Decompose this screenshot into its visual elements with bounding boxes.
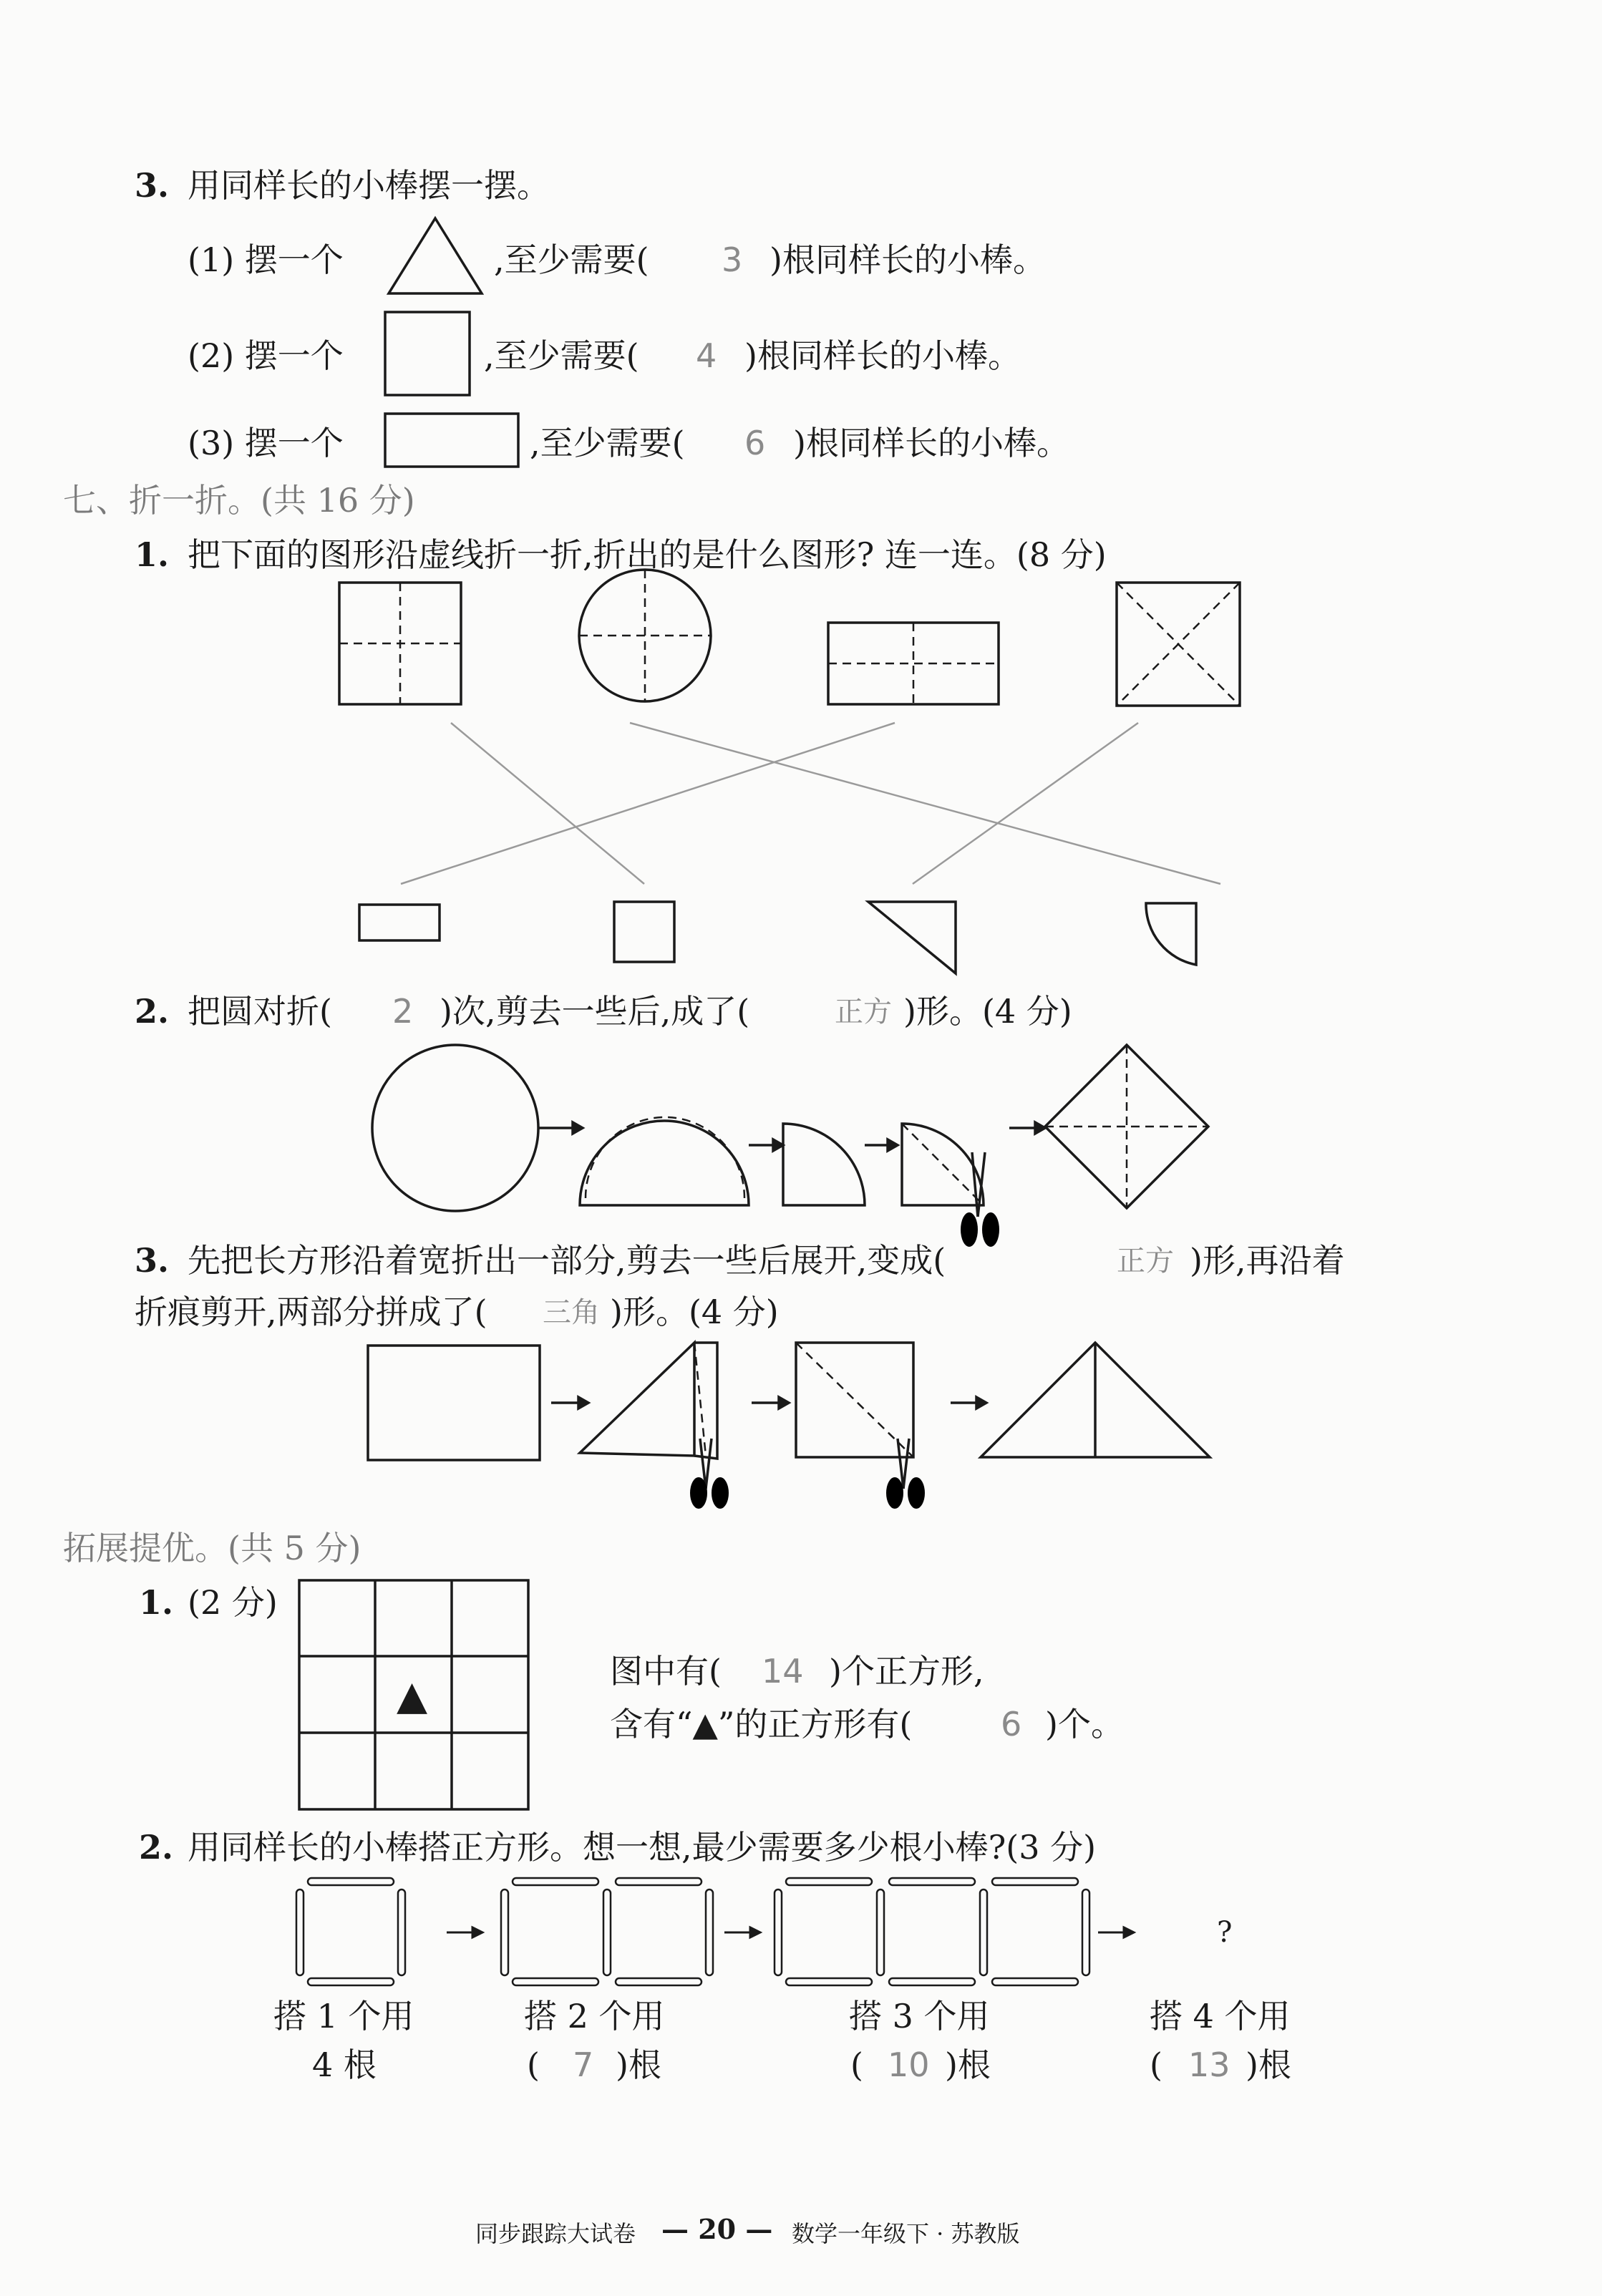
s7-q3-answer2: 三角 (543, 1296, 600, 1329)
q3-item2-answer: 4 (696, 336, 717, 375)
triangle-marker-icon: ▲ (397, 1673, 428, 1719)
stick-label-4-top: 搭 4 个用 (1150, 1997, 1291, 2035)
s7-q3-line1-a: 先把长方形沿着宽折出一部分,剪去一些后展开,变成( (188, 1241, 946, 1280)
stick-label-3-open: ( (850, 2046, 863, 2084)
q3-item2-suffix: )根同样长的小棒。 (744, 336, 1021, 375)
ext-q1-number: 1. (139, 1583, 174, 1622)
q3-item3-mid: ,至少需要( (530, 424, 685, 462)
stick-label-4-open: ( (1150, 2046, 1162, 2084)
ext-q1-answer2: 6 (1001, 1705, 1022, 1743)
q3-item1-suffix: )根同样长的小棒。 (770, 240, 1046, 279)
q3-item3-prefix: (3) 摆一个 (188, 424, 344, 462)
s7-q2-number: 2. (135, 992, 170, 1031)
footer-right: 数学一年级下 · 苏教版 (792, 2220, 1020, 2247)
q3-item3-suffix: )根同样长的小棒。 (793, 424, 1069, 462)
s7-q3-answer1: 正方 (1117, 1245, 1174, 1278)
stick-label-2-answer: 7 (573, 2046, 594, 2084)
s7-q2-text-c: )形。(4 分) (903, 992, 1072, 1031)
question-mark: ? (1217, 1916, 1233, 1949)
ext-q1-line1-b: )个正方形, (829, 1652, 984, 1691)
q3-item3-answer: 6 (744, 424, 766, 462)
stick-label-3-top: 搭 3 个用 (849, 1997, 990, 2035)
q3-item2-prefix: (2) 摆一个 (188, 336, 344, 375)
s7-q1-text: 把下面的图形沿虚线折一折,折出的是什么图形? 连一连。(8 分) (188, 535, 1107, 574)
q3-number: 3. (135, 166, 170, 205)
stick-label-1-bottom: 4 根 (312, 2046, 377, 2084)
extension-title: 拓展提优。(共 5 分) (63, 1529, 361, 1567)
stick-label-4-answer: 13 (1188, 2046, 1230, 2084)
section7-title: 七、折一折。(共 16 分) (63, 481, 415, 520)
s7-q2-text-b: )次,剪去一些后,成了( (440, 992, 750, 1031)
ext-q1-line1-a: 图中有( (610, 1652, 722, 1691)
stick-label-3-close: )根 (945, 2046, 991, 2084)
stick-label-2-close: )根 (616, 2046, 661, 2084)
stick-label-2-open: ( (527, 2046, 540, 2084)
stick-label-2-top: 搭 2 个用 (524, 1997, 665, 2035)
ext-q1-line2-a: 含有“▲”的正方形有( (610, 1705, 913, 1743)
s7-q2-answer2: 正方 (835, 996, 892, 1028)
stick-label-4-close: )根 (1246, 2046, 1291, 2084)
s7-q3-line1-b: )形,再沿着 (1190, 1241, 1345, 1280)
s7-q1-number: 1. (135, 535, 170, 574)
ext-q2-number: 2. (139, 1828, 174, 1867)
q3-item1-answer: 3 (722, 240, 743, 279)
s7-q2-answer1: 2 (392, 992, 414, 1031)
q3-item1-prefix: (1) 摆一个 (188, 240, 344, 279)
q3-title: 用同样长的小棒摆一摆。 (188, 166, 550, 205)
s7-q3-line2-a: 折痕剪开,两部分拼成了( (135, 1293, 487, 1331)
q3-item2-mid: ,至少需要( (484, 336, 639, 375)
s7-q2-text-a: 把圆对折( (188, 992, 332, 1031)
s7-q3-number: 3. (135, 1241, 170, 1280)
q3-item1-mid: ,至少需要( (494, 240, 649, 279)
footer-left: 同步跟踪大试卷 (475, 2220, 636, 2247)
stick-label-1-top: 搭 1 个用 (273, 1997, 414, 2035)
ext-q2-text: 用同样长的小棒搭正方形。想一想,最少需要多少根小棒?(3 分) (188, 1828, 1097, 1867)
s7-q3-line2-b: )形。(4 分) (610, 1293, 779, 1331)
stick-label-3-answer: 10 (888, 2046, 930, 2084)
ext-q1-answer1: 14 (762, 1652, 804, 1691)
page-number: — 20 — (661, 2213, 773, 2245)
ext-q1-line2-b: )个。 (1045, 1705, 1124, 1743)
ext-q1-score: (2 分) (188, 1583, 278, 1622)
